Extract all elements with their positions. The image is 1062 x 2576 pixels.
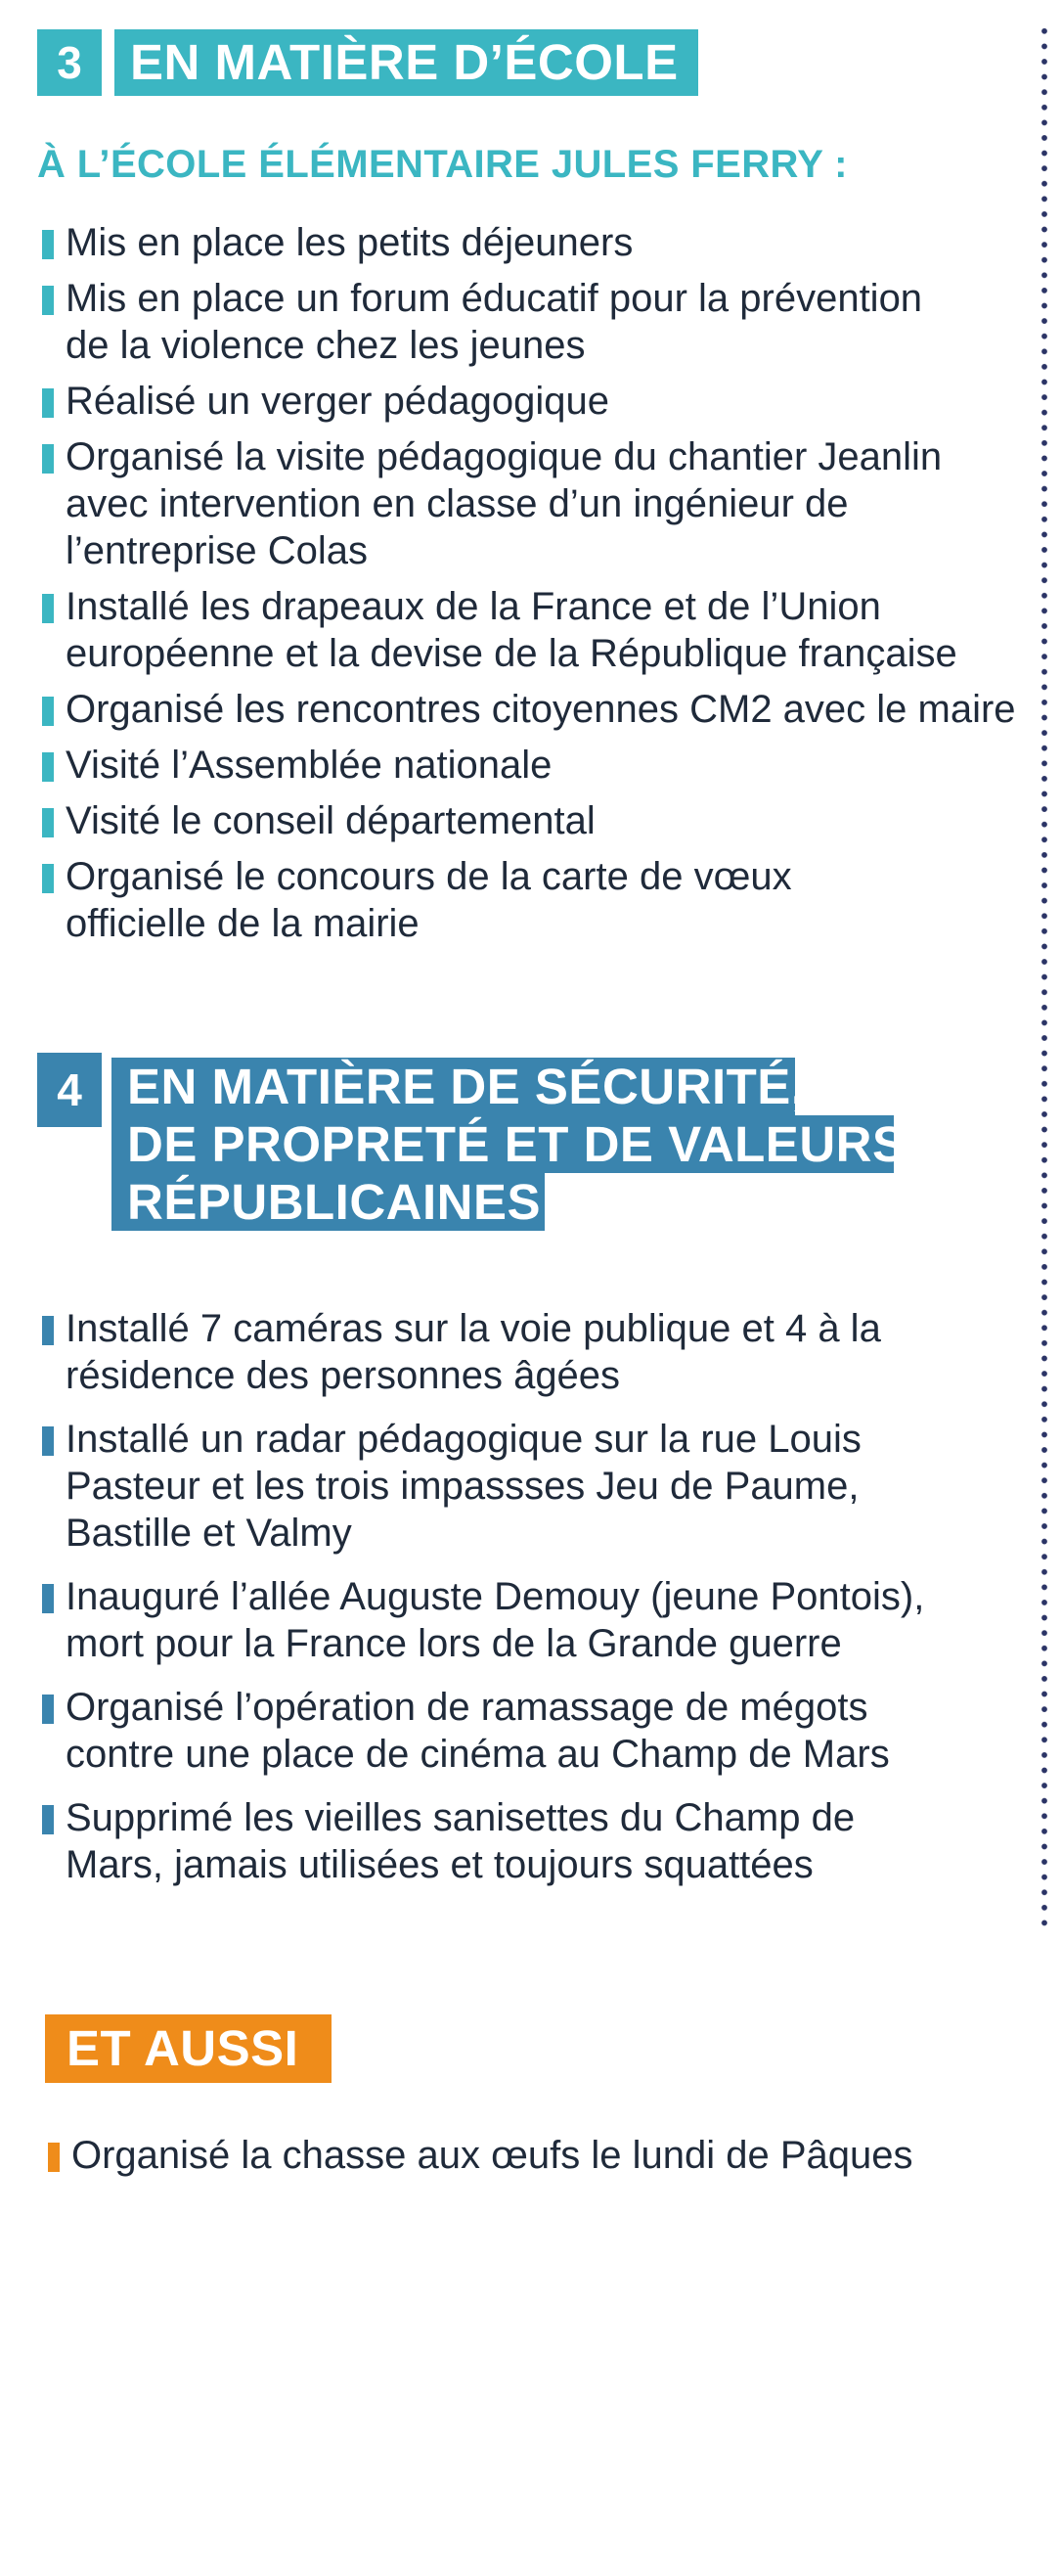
list-item — [37, 1573, 1015, 1667]
list-item-text-line: Réalisé un verger pédagogique — [66, 380, 609, 423]
bullet-square-icon — [42, 286, 54, 315]
list-item-text-line: Organisé l’opération de ramassage de mégots — [66, 1686, 868, 1729]
section-number: 4 — [37, 1053, 102, 1127]
list-item-text-line: Visité l’Assemblée nationale — [66, 744, 553, 787]
list-item-text-line: mort pour la France lors de la Grande guerre — [66, 1622, 842, 1665]
list-item — [43, 2132, 1021, 2179]
list-item-text-line: Installé 7 caméras sur la voie publique et 4 à la — [66, 1307, 881, 1350]
list-item-text-line: avec intervention en classe d’un ingénieur de — [66, 482, 849, 525]
bullet-square-icon — [42, 864, 54, 893]
list-item — [37, 686, 1035, 733]
list-item — [37, 1684, 1015, 1778]
list-item-text-line: Pasteur et les trois impassses Jeu de Paume, — [66, 1465, 860, 1508]
bullet-square-icon — [42, 230, 54, 259]
list-item — [37, 433, 1035, 574]
bullet-square-icon — [42, 1695, 54, 1724]
section-number: 3 — [37, 29, 102, 96]
list-item — [37, 1794, 1015, 1888]
list-item — [37, 797, 1035, 844]
list-item — [37, 378, 1035, 425]
list-item-text-line: Installé un radar pédagogique sur la rue Louis — [66, 1418, 862, 1461]
list-item-text-line: officielle de la mairie — [66, 902, 420, 945]
list-item-text-line: contre une place de cinéma au Champ de Mars — [66, 1733, 890, 1776]
bullet-square-icon — [42, 594, 54, 623]
bullet-square-icon — [42, 752, 54, 782]
et-aussi-list — [43, 2132, 1021, 2179]
bullet-square-icon — [42, 1426, 54, 1456]
ecole-list — [37, 219, 1035, 956]
bullet-square-icon — [42, 444, 54, 474]
section-title-line: RÉPUBLICAINES — [111, 1173, 545, 1231]
dotted-divider — [1040, 23, 1049, 1931]
section-title: EN MATIÈRE D’ÉCOLE — [114, 29, 698, 96]
list-item — [37, 583, 1035, 677]
bullet-square-icon — [48, 2143, 60, 2172]
section-title-line: DE PROPRETÉ ET DE VALEURS — [111, 1115, 894, 1173]
list-item-text-line: Supprimé les vieilles sanisettes du Champ de — [66, 1796, 856, 1839]
list-item-text-line: européenne et la devise de la République française — [66, 632, 957, 675]
list-item-text-line: Organisé le concours de la carte de vœux — [66, 855, 792, 898]
list-item-text-line: l’entreprise Colas — [66, 529, 369, 572]
school-subheading: À L’ÉCOLE ÉLÉMENTAIRE JULES FERRY : — [37, 143, 848, 186]
list-item — [37, 219, 1035, 266]
list-item — [37, 1305, 1015, 1399]
list-item-text-line: Bastille et Valmy — [66, 1512, 352, 1555]
bullet-square-icon — [42, 1805, 54, 1834]
section-title: ET AUSSI — [45, 2014, 332, 2083]
list-item — [37, 1416, 1015, 1557]
list-item — [37, 853, 1035, 947]
list-item-text-line: Inauguré l’allée Auguste Demouy (jeune Pontois), — [66, 1575, 925, 1618]
section-title-line: EN MATIÈRE DE SÉCURITÉ, — [111, 1058, 795, 1115]
list-item-text-line: Installé les drapeaux de la France et de l’Union — [66, 585, 881, 628]
list-item-text-line: Organisé la chasse aux œufs le lundi de Pâques — [71, 2134, 913, 2177]
list-item-text-line: Organisé la visite pédagogique du chantier Jeanlin — [66, 435, 943, 478]
list-item-text-line: Organisé les rencontres citoyennes CM2 avec le maire — [66, 688, 1016, 731]
list-item-text-line: Mis en place un forum éducatif pour la prévention — [66, 277, 923, 320]
bullet-square-icon — [42, 1584, 54, 1613]
list-item-text-line: résidence des personnes âgées — [66, 1354, 621, 1397]
bullet-square-icon — [42, 697, 54, 726]
bullet-square-icon — [42, 388, 54, 418]
bullet-square-icon — [42, 1316, 54, 1345]
list-item — [37, 275, 1035, 369]
list-item-text-line: Mis en place les petits déjeuners — [66, 221, 634, 264]
list-item-text-line: de la violence chez les jeunes — [66, 324, 586, 367]
list-item — [37, 742, 1035, 789]
list-item-text-line: Mars, jamais utilisées et toujours squattées — [66, 1843, 814, 1886]
securite-list — [37, 1305, 1015, 1905]
bullet-square-icon — [42, 808, 54, 837]
list-item-text-line: Visité le conseil départemental — [66, 799, 596, 842]
